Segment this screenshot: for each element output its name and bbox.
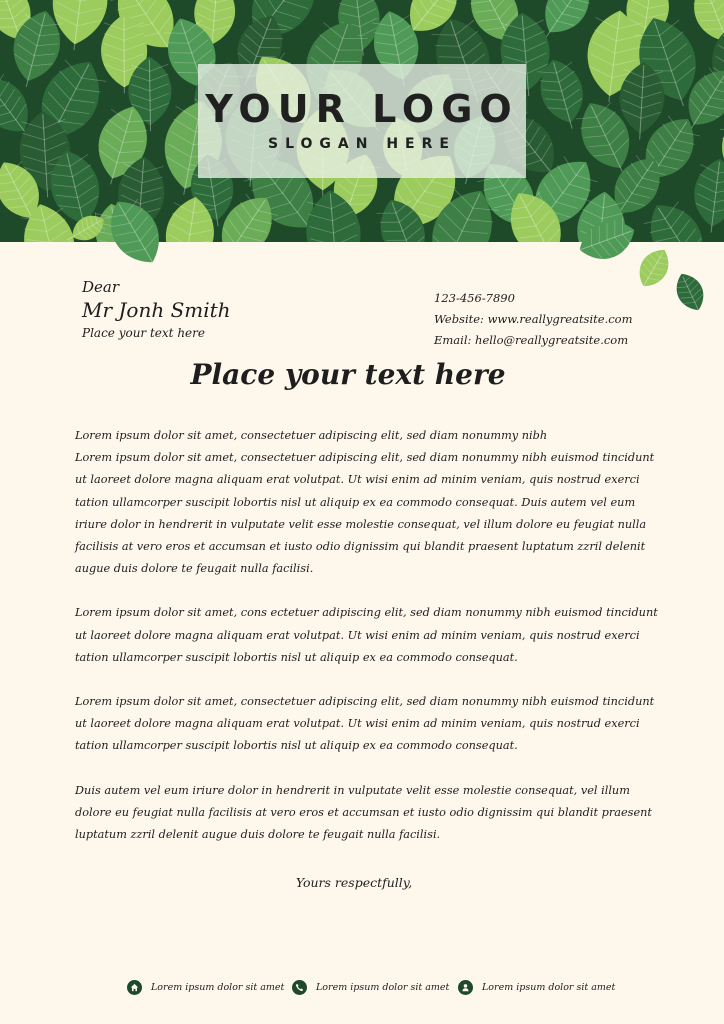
footer-item-address — [127, 980, 284, 995]
paragraph: Lorem ipsum dolor sit amet, cons ectetuer adipiscing elit, sed diam nonummy nibh euismod tincidunt ut laoreet dolore magna aliquam erat volutpat. Ut wisi enim ad minim veniam, quis nostrud exerci tation ullamcorper suscipit lobortis nisl ut aliquip ex ea commodo consequat. — [75, 606, 658, 664]
contact-email: Email: hello@reallygreatsite.com — [434, 333, 629, 347]
footer-text: Lorem ipsum dolor sit amet — [482, 982, 616, 993]
recipient-block — [82, 278, 231, 340]
logo-slogan: SLOGAN HERE — [268, 136, 456, 152]
footer-item-phone — [292, 980, 449, 995]
greeting: Dear — [82, 278, 120, 296]
phone-icon — [292, 980, 307, 995]
logo-box — [198, 64, 526, 178]
closing-line: Yours respectfully, — [295, 875, 413, 890]
contact-website: Website: www.reallygreatsite.com — [434, 312, 633, 326]
recipient-name: Mr Jonh Smith — [82, 298, 231, 322]
letter-body — [75, 425, 665, 868]
recipient-subtitle: Place your text here — [82, 326, 205, 340]
footer-text: Lorem ipsum dolor sit amet — [316, 982, 450, 993]
contact-phone: 123-456-7890 — [434, 291, 515, 305]
logo-title: YOUR LOGO — [205, 87, 519, 131]
leaf — [670, 269, 712, 321]
footer — [0, 980, 724, 1000]
leaf — [629, 243, 676, 298]
footer-text: Lorem ipsum dolor sit amet — [151, 982, 285, 993]
paragraph: Lorem ipsum dolor sit amet, consectetuer adipiscing elit, sed diam nonummy nibh euismod tincidunt ut laoreet dolore magna aliquam erat volutpat. Ut wisi enim ad minim veniam, quis nostrud exerci tation ullamcorper suscipit lobortis nisl ut aliquip ex ea commodo consequat. Duis autem vel eum iriure dolor in hendrerit in vulputate velit esse molestie consequat, vel illum dolore eu feugiat nulla facilisis at vero eros et accumsan et iusto odio dignissim qui blandit praesent luptatum zzril delenit augue duis dolore te feugait nulla facilisi. — [75, 451, 655, 576]
paragraph-intro: Lorem ipsum dolor sit amet, consectetuer adipiscing elit, sed diam nonummy nibh — [75, 429, 548, 442]
home-icon — [127, 980, 142, 995]
paragraph: Duis autem vel eum iriure dolor in hendrerit in vulputate velit esse molestie consequat, vel illum dolore eu feugiat nulla facilisis at vero eros et accumsan et iusto odio dignissim qui blandit praesent luptatum zzril delenit augue duis dolore te feugait nulla facilisi. — [75, 783, 652, 842]
paragraph: Lorem ipsum dolor sit amet, consectetuer adipiscing elit, sed diam nonummy nibh euismod tincidunt ut laoreet dolore magna aliquam erat volutpat. Ut wisi enim ad minim veniam, quis nostrud exerci tation ullamcorper suscipit lobortis nisl ut aliquip ex ea commodo consequat. — [75, 695, 655, 753]
letter-heading: Place your text here — [190, 358, 506, 391]
contact-block — [434, 288, 633, 351]
user-icon — [458, 980, 473, 995]
footer-item-contact — [458, 980, 615, 995]
